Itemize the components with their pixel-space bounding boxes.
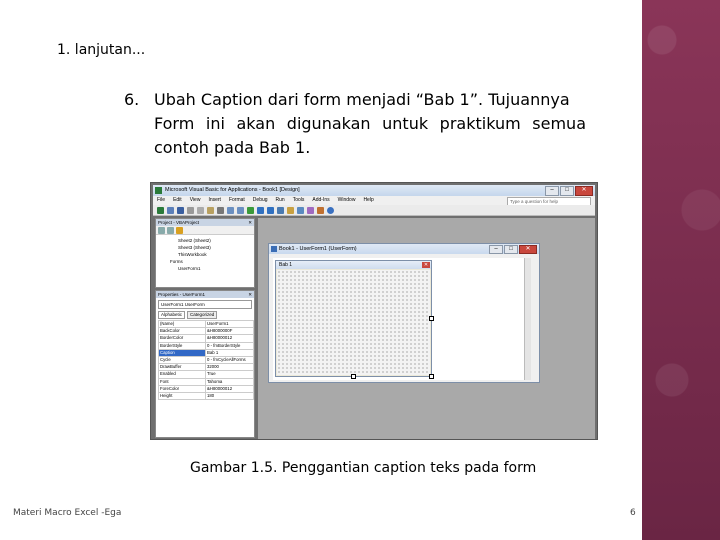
tab-categorized[interactable]: Categorized (187, 311, 217, 319)
maximize-icon[interactable]: □ (560, 186, 574, 196)
prop-name: BackColor (159, 328, 206, 335)
userform-icon (271, 246, 277, 252)
table-row[interactable] (159, 356, 254, 363)
view-object-icon[interactable] (167, 227, 174, 234)
menu-addins[interactable]: Add-Ins (312, 197, 330, 203)
close-icon[interactable]: ✕ (248, 292, 252, 297)
menu-insert[interactable]: Insert (208, 197, 221, 203)
item-number: 6. (124, 90, 140, 109)
slide-heading: 1. lanjutan... (57, 42, 146, 58)
designer-titlebar (269, 244, 539, 254)
prop-name: (Name) (159, 321, 206, 328)
designer-scrollbar[interactable] (524, 258, 531, 380)
tab-alphabetic[interactable]: Alphabetic (158, 311, 185, 319)
cut-icon[interactable] (187, 207, 194, 214)
prop-name: ForeColor (159, 385, 206, 392)
menu-run[interactable]: Run (275, 197, 285, 203)
userform-preview[interactable] (275, 260, 432, 377)
reset-icon[interactable] (267, 207, 274, 214)
minimize-icon[interactable]: – (489, 245, 503, 254)
prop-value[interactable]: True (206, 371, 254, 378)
minimize-icon[interactable]: – (545, 186, 559, 196)
tree-item[interactable]: UserForm1 (178, 266, 201, 271)
designer-canvas (273, 258, 531, 380)
prop-name: Height (159, 392, 206, 399)
project-pane-title-text: Project - VBAProject (158, 220, 200, 225)
project-explorer-icon[interactable] (287, 207, 294, 214)
designer-window-buttons (489, 245, 537, 254)
decorative-sidebar (642, 0, 720, 540)
menu-debug[interactable]: Debug (252, 197, 268, 203)
props-tabs (158, 311, 252, 319)
menu-tools[interactable]: Tools (292, 197, 305, 203)
table-row[interactable] (159, 385, 254, 392)
prop-name: Font (159, 378, 206, 385)
close-icon: ✕ (423, 262, 429, 268)
prop-value[interactable]: Tahoma (206, 378, 254, 385)
userform-caption: Bab 1 (279, 262, 293, 268)
standard-toolbar (153, 205, 595, 216)
view-excel-icon[interactable] (157, 207, 164, 214)
slide-footer: Materi Macro Excel -Ega (13, 508, 122, 518)
paste-icon[interactable] (207, 207, 214, 214)
prop-value[interactable]: &H80000012 (206, 335, 254, 342)
prop-value[interactable]: &H80000012 (206, 385, 254, 392)
insert-userform-icon[interactable] (167, 207, 174, 214)
prop-name: BorderStyle (159, 342, 206, 349)
prop-value[interactable]: &H8000000F (206, 328, 254, 335)
prop-value[interactable]: 0 - fmBorderStyle (206, 342, 254, 349)
userform-grid[interactable] (277, 270, 430, 375)
help-icon[interactable] (327, 207, 334, 214)
table-row[interactable] (159, 335, 254, 342)
designer-title: Book1 - UserForm1 (UserForm) (279, 246, 357, 252)
resize-handle[interactable] (429, 316, 434, 321)
userform-titlebar (276, 261, 431, 269)
prop-value[interactable]: Bab 1 (206, 349, 254, 356)
undo-icon[interactable] (227, 207, 234, 214)
maximize-icon[interactable]: □ (504, 245, 518, 254)
toolbox-icon[interactable] (317, 207, 324, 214)
close-icon[interactable]: ✕ (575, 186, 593, 196)
table-row[interactable] (159, 371, 254, 378)
properties-grid (158, 320, 254, 400)
instruction-line1 (124, 88, 586, 112)
prop-value[interactable]: UserForm1 (206, 321, 254, 328)
save-icon[interactable] (177, 207, 184, 214)
prop-name: BorderColor (159, 335, 206, 342)
props-pane-title-text: Properties - UserForm1 (158, 292, 206, 297)
excel-app-icon (155, 187, 162, 194)
object-browser-icon[interactable] (307, 207, 314, 214)
prop-name: Enabled (159, 371, 206, 378)
table-row[interactable] (159, 321, 254, 328)
object-select[interactable]: UserForm1 UserForm (158, 300, 252, 309)
menu-file[interactable]: File (157, 197, 166, 203)
menu-window[interactable]: Window (337, 197, 356, 203)
tree-item[interactable]: ThisWorkbook (178, 252, 207, 257)
help-question-input[interactable]: Type a question for help (507, 197, 591, 206)
properties-pane (155, 290, 255, 438)
instruction-rest: Form ini akan digunakan untuk praktikum semua contoh pada Bab 1. (154, 114, 586, 157)
project-explorer-pane (155, 218, 255, 288)
table-row[interactable] (159, 328, 254, 335)
prop-value[interactable]: 180 (206, 392, 254, 399)
props-pane-title (156, 291, 254, 298)
table-row[interactable] (159, 378, 254, 385)
project-pane-toolbar (156, 226, 254, 235)
close-icon[interactable]: ✕ (519, 245, 537, 254)
menu-edit[interactable]: Edit (173, 197, 182, 203)
break-icon[interactable] (257, 207, 264, 214)
prop-name: Cycle (159, 356, 206, 363)
instruction-item (124, 88, 586, 160)
table-row[interactable] (159, 342, 254, 349)
tree-item[interactable]: Sheet3 (Sheet3) (178, 245, 211, 250)
window-titlebar (153, 185, 595, 196)
prop-value[interactable]: 32000 (206, 364, 254, 371)
resize-handle[interactable] (429, 374, 434, 379)
table-row[interactable] (159, 364, 254, 371)
view-code-icon[interactable] (158, 227, 165, 234)
table-row-selected[interactable] (159, 349, 254, 356)
redo-icon[interactable] (237, 207, 244, 214)
figure-caption: Gambar 1.5. Penggantian caption teks pada form (190, 460, 537, 476)
find-icon[interactable] (217, 207, 224, 214)
prop-name: DrawBuffer (159, 364, 206, 371)
run-icon[interactable] (247, 207, 254, 214)
resize-handle[interactable] (351, 374, 356, 379)
prop-value[interactable]: 0 - fmCycleAllForms (206, 356, 254, 363)
design-mode-icon[interactable] (277, 207, 284, 214)
vba-editor-screenshot (150, 182, 598, 440)
tree-item[interactable]: Forms (170, 259, 183, 264)
project-tree (156, 235, 254, 274)
menu-format[interactable]: Format (228, 197, 245, 203)
instruction-line1-text: Ubah Caption dari form menjadi “Bab 1”. Tujuannya (154, 90, 570, 109)
properties-window-icon[interactable] (297, 207, 304, 214)
menu-view[interactable]: View (189, 197, 201, 203)
window-buttons (545, 186, 593, 195)
page-number: 6 (630, 508, 636, 518)
project-pane-title (156, 219, 254, 226)
userform-designer-window (268, 243, 540, 383)
tree-item[interactable]: Sheet2 (Sheet2) (178, 238, 211, 243)
prop-name: Caption (159, 349, 206, 356)
close-icon[interactable]: ✕ (248, 220, 252, 225)
copy-icon[interactable] (197, 207, 204, 214)
window-title: Microsoft Visual Basic for Applications - Book1 [Design] (165, 187, 300, 193)
toggle-folders-icon[interactable] (176, 227, 183, 234)
table-row[interactable] (159, 392, 254, 399)
menu-help[interactable]: Help (363, 197, 374, 203)
